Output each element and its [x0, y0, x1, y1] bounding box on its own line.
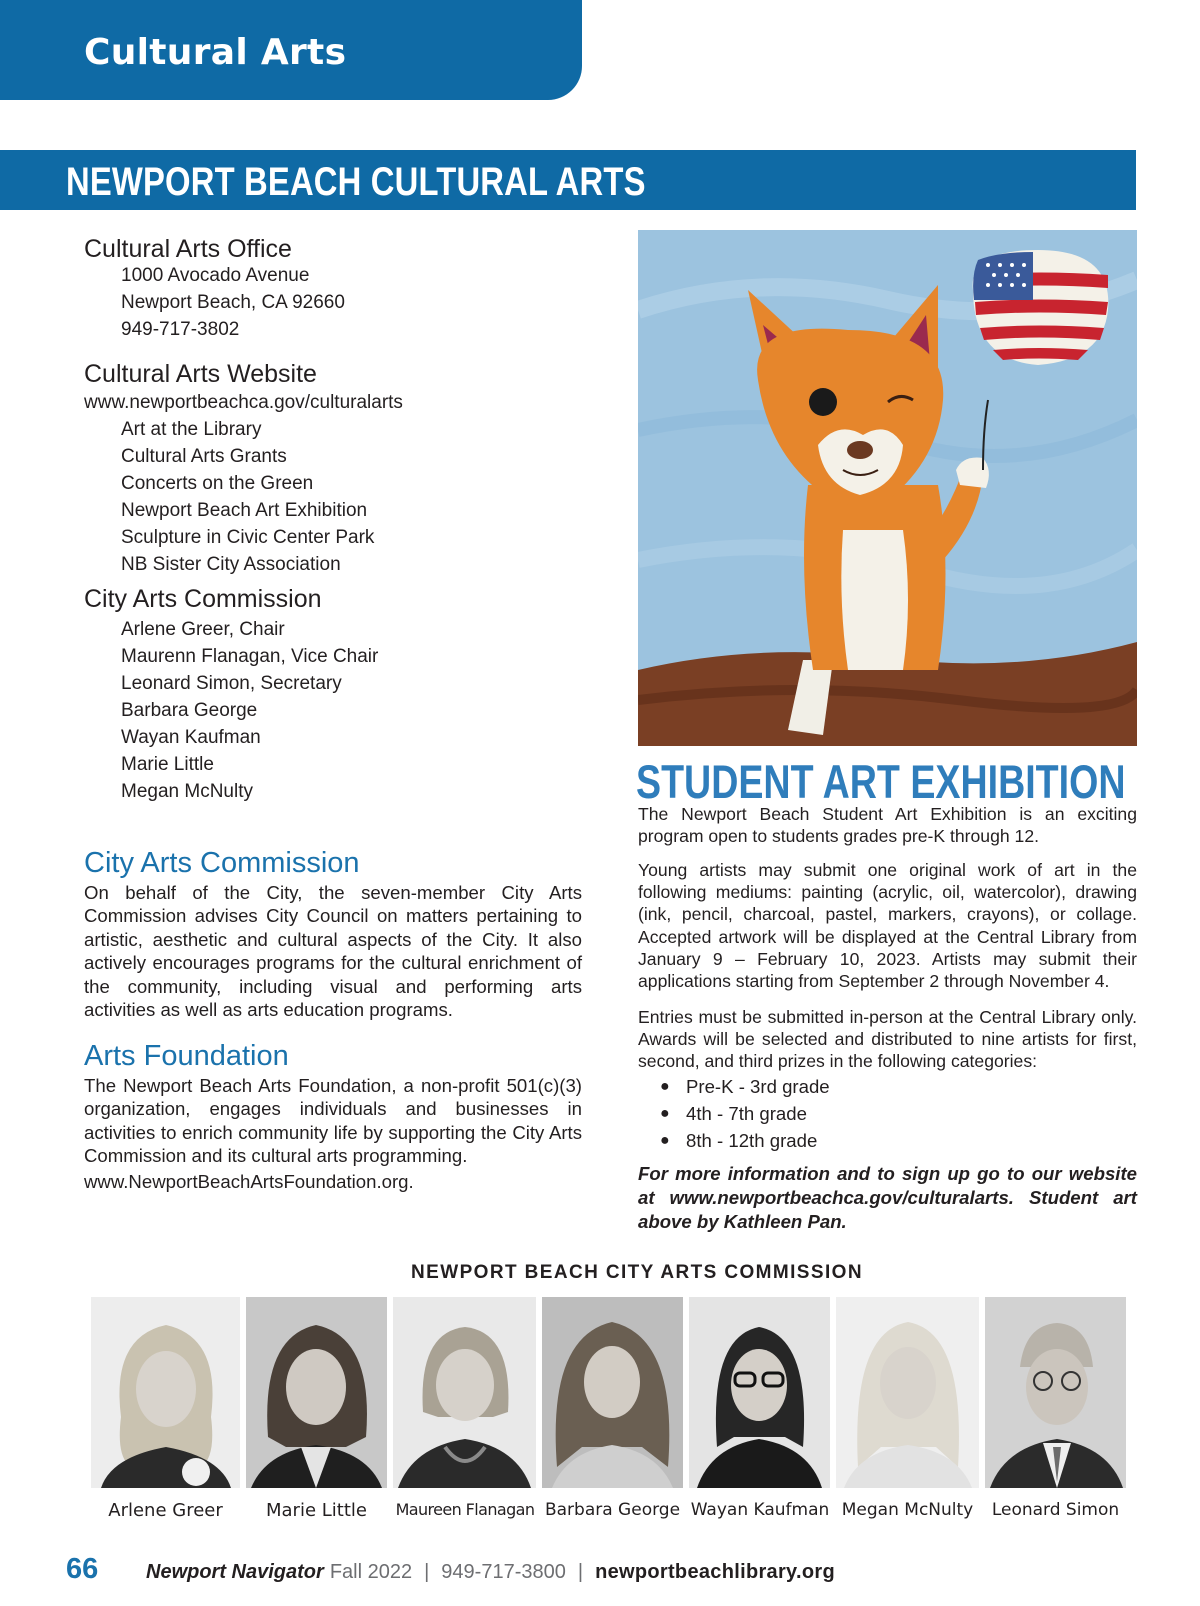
portrait-photo: [246, 1297, 387, 1488]
website-item: NB Sister City Association: [121, 554, 341, 575]
footer-phone: 949-717-3800: [441, 1561, 566, 1583]
website-item: Art at the Library: [121, 419, 262, 440]
portrait-name: Megan McNulty: [841, 1500, 974, 1520]
page-title: NEWPORT BEACH CULTURAL ARTS: [66, 160, 646, 204]
list-item: [660, 1073, 830, 1100]
student-artwork-painting: [638, 230, 1137, 746]
portrait-silhouette-icon: [836, 1297, 979, 1488]
list-item: [660, 1127, 830, 1154]
office-address-line: 1000 Avocado Avenue: [121, 265, 310, 286]
exhibition-title: STUDENT ART EXHIBITION: [636, 755, 1126, 808]
portrait-silhouette-icon: [246, 1297, 387, 1488]
commission-member: Barbara George: [121, 700, 258, 721]
portrait-photo: [985, 1297, 1126, 1488]
bullet-icon: ●: [660, 1131, 670, 1149]
bullet-icon: ●: [660, 1077, 670, 1095]
category-list: [660, 1073, 830, 1154]
website-item: Sculpture in Civic Center Park: [121, 527, 375, 548]
portrait-silhouette-icon: [542, 1297, 683, 1488]
bullet-icon: ●: [660, 1104, 670, 1122]
portrait-silhouette-icon: [689, 1297, 830, 1488]
commission-body: On behalf of the City, the seven-member City Arts Commission advises City Council on matters pertaining to artistic, aesthetic and cultural aspects of the City. It also actively encourages programs for the cultural enrichment of the community, including visual and performing arts activities as well as arts education programs.: [84, 882, 582, 1021]
category-label: 8th - 12th grade: [686, 1129, 818, 1151]
exhibition-intro: The Newport Beach Student Art Exhibition is an exciting program open to students grades pre-K through 12.: [638, 804, 1137, 847]
exhibition-closing: For more information and to sign up go to our website at www.newportbeachca.gov/culturalarts. Student art above by Kathleen Pan.: [638, 1163, 1137, 1232]
portrait-silhouette-icon: [393, 1297, 536, 1488]
office-city-line: Newport Beach, CA 92660: [121, 292, 345, 313]
website-heading: Cultural Arts Website: [84, 360, 317, 388]
page-number: 66: [66, 1553, 99, 1585]
commission-member: Arlene Greer, Chair: [121, 619, 285, 640]
publication-name: Newport Navigator: [146, 1561, 324, 1583]
portrait-name: Maureen Flanagan: [395, 1500, 535, 1519]
website-item: Concerts on the Green: [121, 473, 314, 494]
website-url[interactable]: www.newportbeachca.gov/culturalarts: [84, 392, 403, 413]
portrait-name: Marie Little: [266, 1500, 367, 1521]
exhibition-mediums: Young artists may submit one original work of art in the following mediums: painting (acrylic, oil, watercolor), drawing (ink, pencil, charcoal, pastel, markers, crayons), or collage. Accepted artwork will be displayed at the Central Library from January 9 – February 10, 2023. Artists may submit their applications starting from September 2 through November 4.: [638, 860, 1137, 992]
footer-separator: |: [424, 1561, 430, 1583]
gallery-title: NEWPORT BEACH CITY ARTS COMMISSION: [411, 1262, 863, 1283]
portrait-name: Wayan Kaufman: [690, 1500, 830, 1520]
portrait-silhouette-icon: [985, 1297, 1126, 1488]
exhibition-entries: Entries must be submitted in-person at the Central Library only. Awards will be selected and distributed to nine artists for first, second, and third prizes in the following categories:: [638, 1007, 1137, 1072]
website-item: Cultural Arts Grants: [121, 446, 287, 467]
section-tab: [0, 0, 582, 100]
footer-separator: |: [577, 1561, 584, 1583]
portrait-photo: [91, 1297, 240, 1488]
portrait-photo: [836, 1297, 979, 1488]
portrait-photo: [689, 1297, 830, 1488]
office-heading: Cultural Arts Office: [84, 235, 292, 263]
portrait-photo: [393, 1297, 536, 1488]
foundation-heading: Arts Foundation: [84, 1040, 289, 1072]
commission-member: Megan McNulty: [121, 781, 253, 802]
commission-member: Marie Little: [121, 754, 214, 775]
portrait-name: Leonard Simon: [991, 1500, 1120, 1520]
publication-season: Fall 2022: [329, 1561, 413, 1583]
page-banner: [0, 150, 1136, 210]
category-label: Pre-K - 3rd grade: [686, 1075, 830, 1097]
commission-list-heading: City Arts Commission: [84, 585, 322, 613]
section-tab-title: Cultural Arts: [84, 32, 347, 73]
commission-member: Wayan Kaufman: [121, 727, 261, 748]
website-item: Newport Beach Art Exhibition: [121, 500, 368, 521]
commission-member: Maurenn Flanagan, Vice Chair: [121, 646, 379, 667]
portrait-silhouette-icon: [91, 1297, 240, 1488]
commission-heading: City Arts Commission: [84, 847, 360, 879]
portrait-photo: [542, 1297, 683, 1488]
portrait-name: Arlene Greer: [108, 1500, 223, 1521]
portrait-name: Barbara George: [544, 1500, 681, 1520]
commission-member: Leonard Simon, Secretary: [121, 673, 342, 694]
list-item: [660, 1100, 830, 1127]
foundation-body: The Newport Beach Arts Foundation, a non-profit 501(c)(3) organization, engages individuals and businesses in activities to enrich community life by supporting the City Arts Commission and its cultural arts programming.: [84, 1075, 582, 1167]
office-phone: 949-717-3802: [121, 319, 240, 340]
student-artwork: [638, 230, 1137, 746]
footer-website[interactable]: newportbeachlibrary.org: [595, 1561, 835, 1583]
category-label: 4th - 7th grade: [686, 1102, 807, 1124]
page-footer: [66, 1553, 835, 1586]
foundation-url[interactable]: www.NewportBeachArtsFoundation.org.: [84, 1171, 414, 1192]
